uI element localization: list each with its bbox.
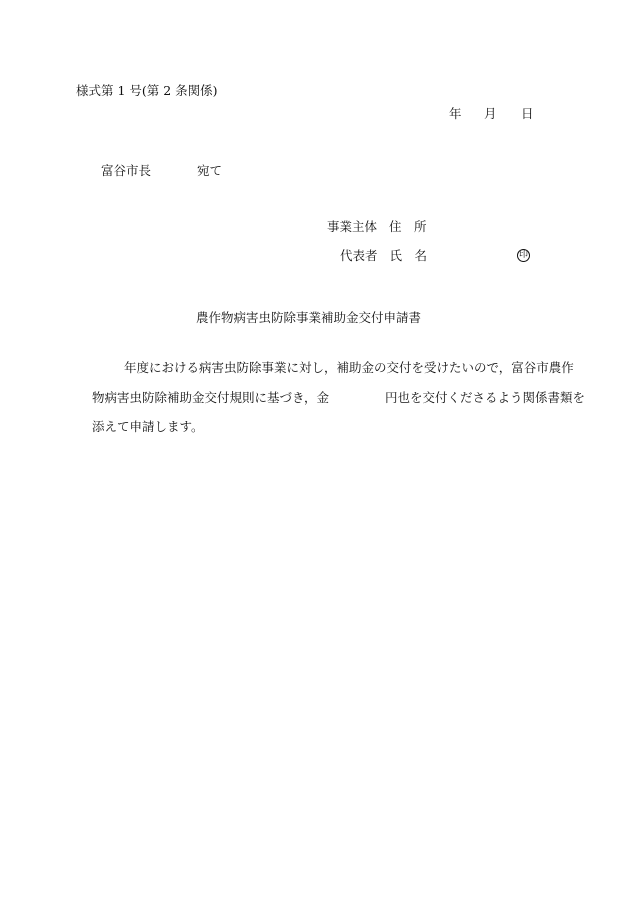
date-month-label: 月 <box>484 106 497 121</box>
seal-icon: 印 <box>518 250 528 260</box>
name-label: 氏 名 <box>389 248 428 263</box>
date-day-label: 日 <box>521 106 534 121</box>
body-line-2 <box>92 392 585 405</box>
address-label: 住 所 <box>389 219 427 234</box>
addressee-office: 富谷市長 <box>101 163 152 178</box>
applicant-address-row <box>327 221 427 234</box>
representative-label: 代表者 <box>340 248 378 263</box>
addressee-suffix: 宛て <box>197 163 223 178</box>
body-line-2-part-b: 円也を交付くださるよう関係書類を <box>385 390 586 405</box>
body-line-2-part-a: 物病害虫防除補助金交付規則に基づき，金 <box>92 390 330 405</box>
document-title: 農作物病害虫防除事業補助金交付申請書 <box>196 310 422 325</box>
applicant-name-row <box>340 250 427 263</box>
form-number: 様式第 1 号(第 2 条関係) <box>76 83 218 98</box>
addressee-line <box>101 165 222 178</box>
body-line-1: 年度における病害虫防除事業に対し，補助金の交付を受けたいので，富谷市農作 <box>124 360 574 375</box>
entity-label: 事業主体 <box>327 219 378 234</box>
date-year-label: 年 <box>449 106 462 121</box>
body-line-3: 添えて申請します。 <box>92 419 204 434</box>
